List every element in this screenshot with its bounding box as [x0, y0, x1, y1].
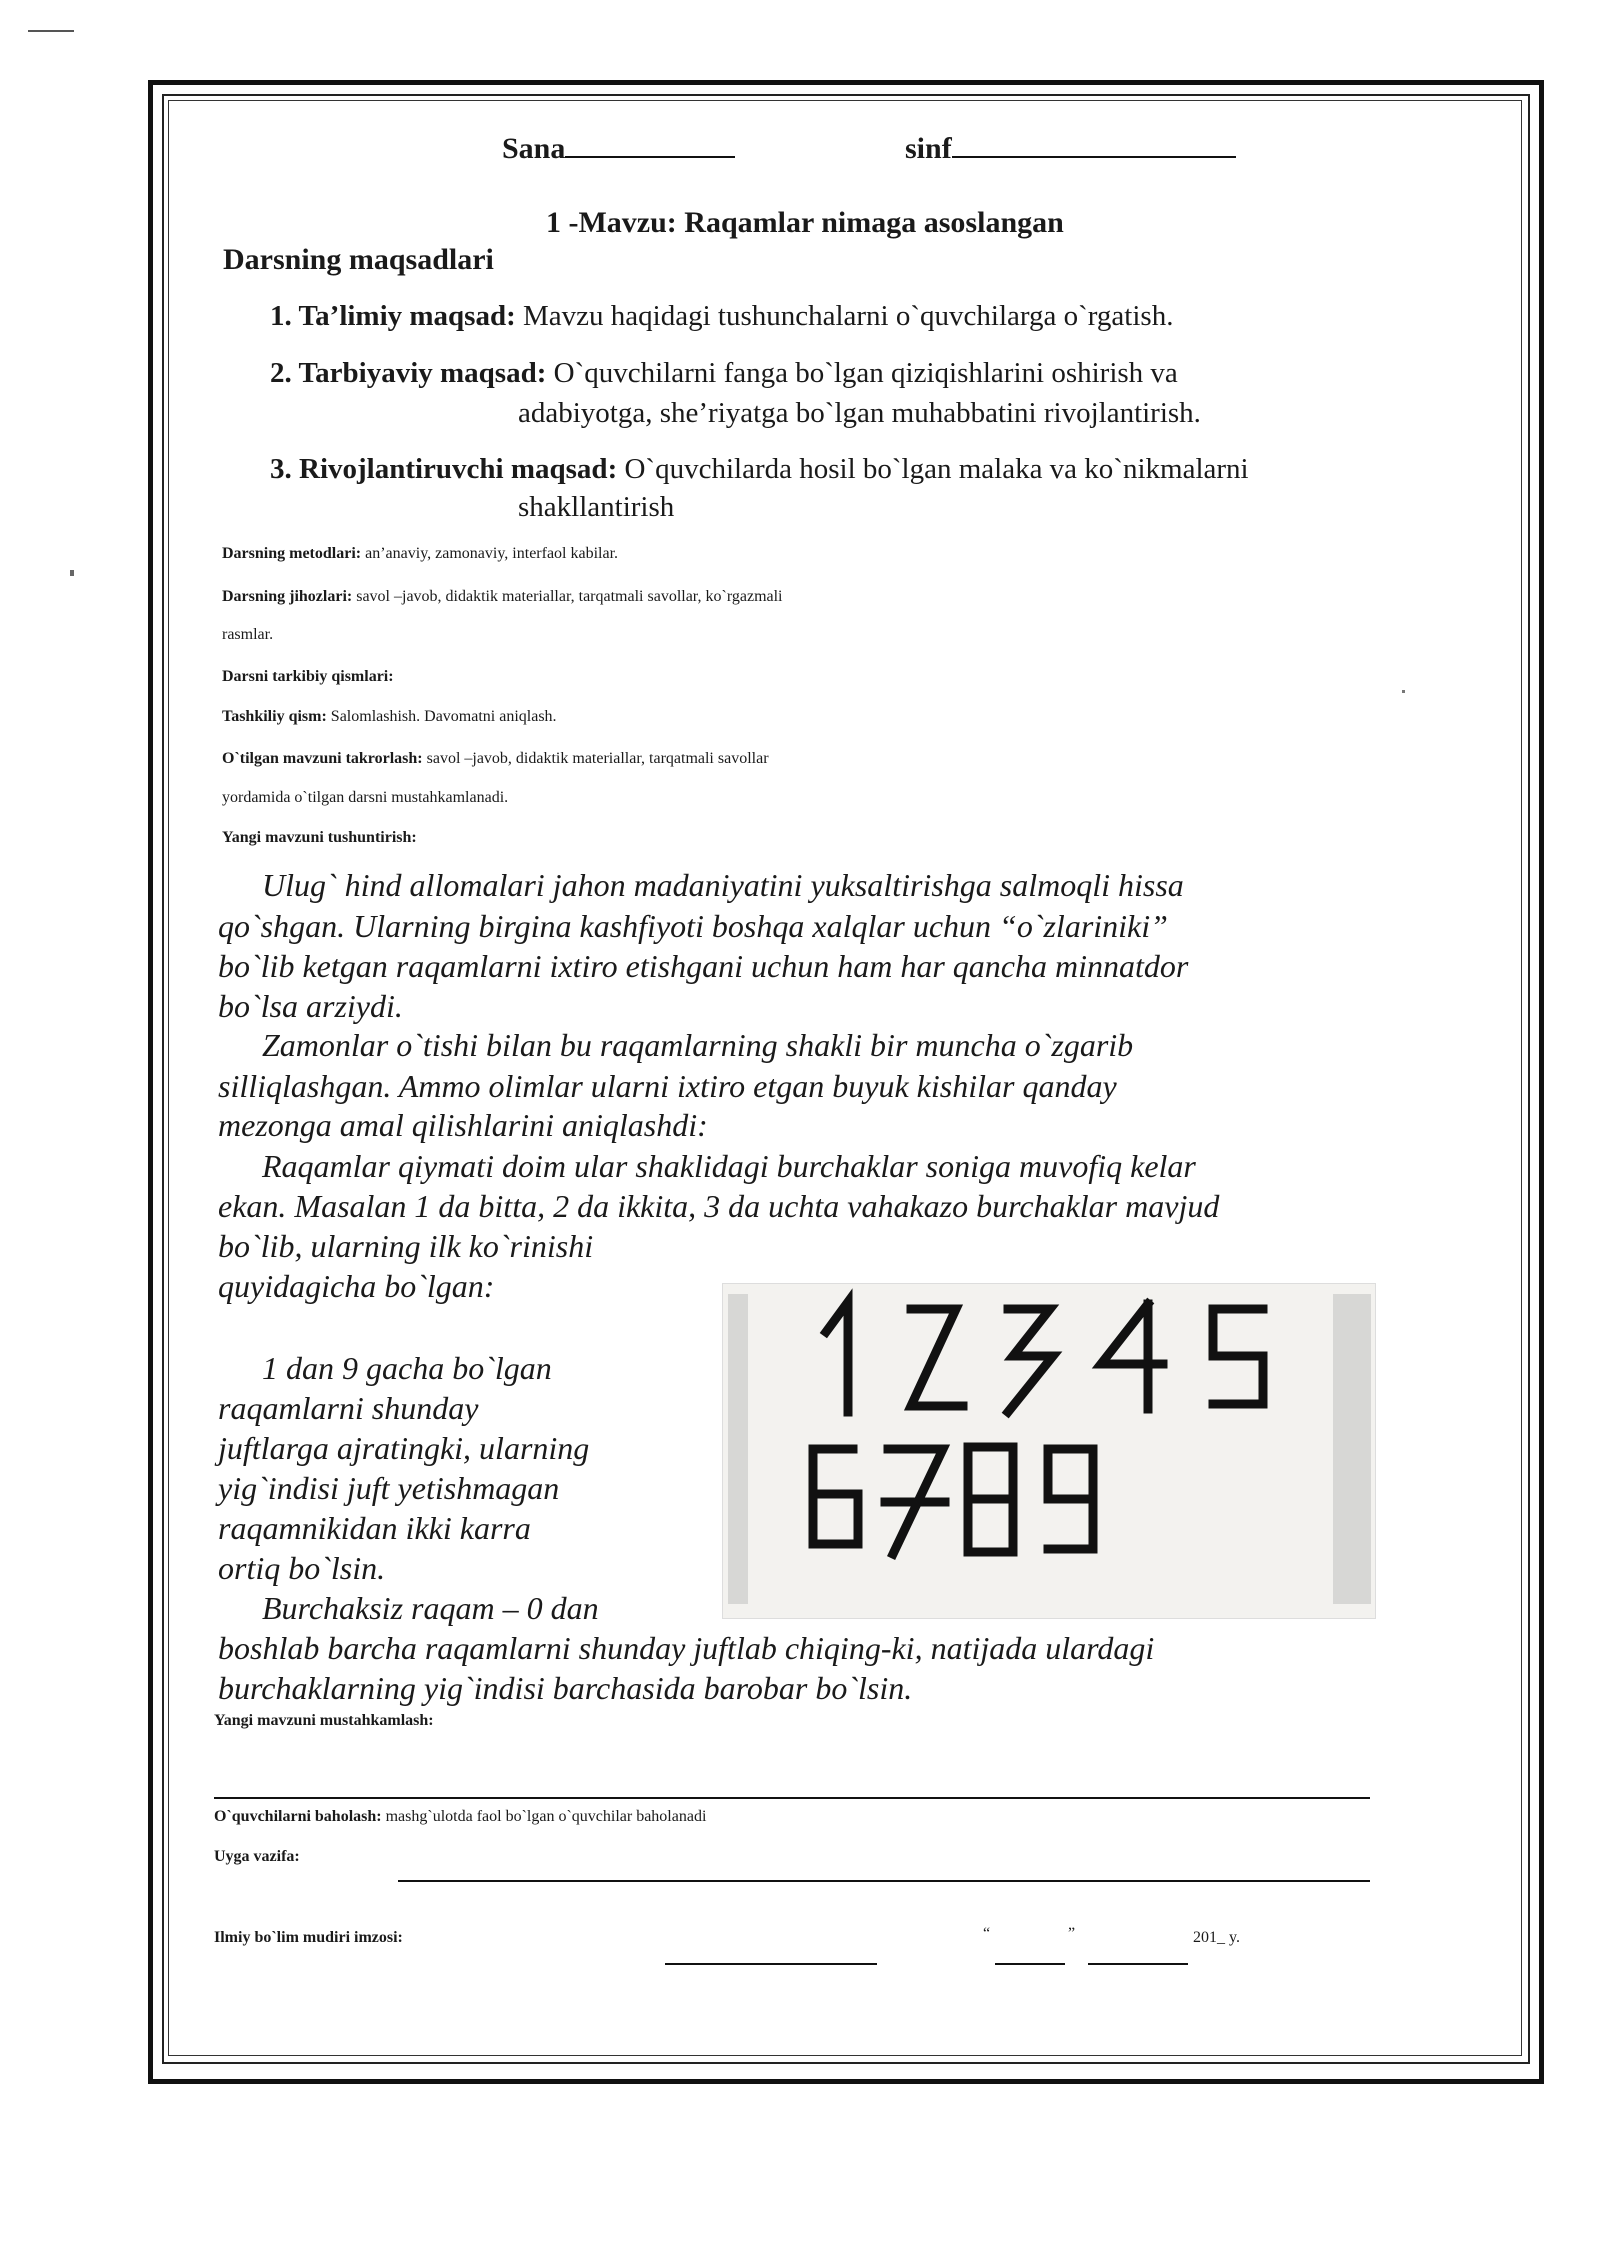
scan-speck — [70, 570, 74, 576]
parts-heading: Darsni tarkibiy qismlari: — [222, 668, 394, 685]
date-label: Sana — [502, 132, 566, 165]
para2-line: Zamonlar o`tishi bilan bu raqamlarning shakli bir muncha o`zgarib — [262, 1027, 1134, 1063]
para3-line: quyidagicha bo`lgan: — [218, 1268, 495, 1304]
reinforce-blank-line[interactable] — [214, 1797, 1370, 1799]
equipment-cont: rasmlar. — [222, 626, 274, 643]
para3-line: Raqamlar qiymati doim ular shaklidagi burchaklar soniga muvofiq kelar — [262, 1148, 1196, 1184]
signature-label: Ilmiy bo`lim mudiri imzosi: — [214, 1929, 403, 1946]
para5-line: Burchaksiz raqam – 0 dan — [262, 1590, 599, 1626]
para1-line: bo`lib ketgan raqamlarni ixtiro etishgani uchun ham har qancha minnatdor — [218, 948, 1189, 984]
equipment-text: savol –javob, didaktik materiallar, tarqatmali savollar, ko`rgazmali — [356, 588, 783, 605]
page-title: 1 -Mavzu: Raqamlar nimaga asoslangan — [546, 206, 1064, 239]
goal-text: O`quvchilarda hosil bo`lgan malaka va ko`nikmalarni — [624, 453, 1249, 485]
para4-line: raqamnikidan ikki karra — [218, 1510, 531, 1546]
para5-line: burchaklarning yig`indisi barchasida barobar bo`lsin. — [218, 1670, 913, 1706]
angular-digits-drawing — [723, 1284, 1375, 1618]
goal-text: O`quvchilarni fanga bo`lgan qiziqishlarini oshirish va — [553, 357, 1178, 389]
para4-line: yig`indisi juft yetishmagan — [218, 1470, 560, 1506]
para5-line: boshlab barcha raqamlarni shunday juftlab chiqing-ki, natijada ulardagi — [218, 1630, 1155, 1666]
equipment-label: Darsning jihozlari: — [222, 588, 353, 605]
reinforce-heading: Yangi mavzuni mustahkamlash: — [214, 1712, 434, 1729]
homework-label: Uyga vazifa: — [214, 1848, 300, 1865]
para2-line: silliqlashgan. Ammo olimlar ularni ixtiro etgan buyuk kishilar qanday — [218, 1068, 1117, 1104]
goal-2 — [270, 357, 1178, 390]
month-blank[interactable] — [1088, 1963, 1188, 1965]
para4-line: juftlarga ajratingki, ularning — [218, 1430, 590, 1466]
para4-line: ortiq bo`lsin. — [218, 1550, 386, 1586]
review — [222, 750, 769, 768]
review-cont: yordamida o`tilgan darsni mustahkamlanadi. — [222, 789, 509, 806]
scan-mark — [28, 30, 74, 32]
goal-label: 2. Tarbiyaviy maqsad: — [270, 357, 547, 389]
date-blank[interactable] — [565, 156, 735, 158]
day-blank[interactable] — [995, 1963, 1065, 1965]
para2-line: mezonga amal qilishlarini aniqlashdi: — [218, 1107, 708, 1143]
para4-line: 1 dan 9 gacha bo`lgan — [262, 1350, 552, 1386]
date-quote-open: “ — [983, 1925, 991, 1942]
ancient-digits-image — [722, 1283, 1376, 1619]
assessment — [214, 1808, 706, 1826]
homework-blank-line[interactable] — [398, 1880, 1370, 1882]
goal-2-cont: adabiyotga, she’riyatga bo`lgan muhabbatini rivojlantirish. — [518, 397, 1201, 429]
class-field — [905, 132, 1236, 166]
class-blank[interactable] — [952, 156, 1236, 158]
para3-line: ekan. Masalan 1 da bitta, 2 da ikkita, 3 da uchta vahakazo burchaklar mavjud — [218, 1188, 1220, 1224]
assessment-text: mashg`ulotda faol bo`lgan o`quvchilar baholanadi — [385, 1808, 707, 1825]
para4-line: raqamlarni shunday — [218, 1390, 479, 1426]
goals-heading: Darsning maqsadlari — [223, 243, 494, 276]
year-text: 201_ y. — [1193, 1929, 1240, 1946]
methods-text: an’anaviy, zamonaviy, interfaol kabilar. — [365, 545, 619, 562]
date-field — [502, 132, 735, 166]
signature-blank[interactable] — [665, 1963, 877, 1965]
new-topic-heading: Yangi mavzuni tushuntirish: — [222, 829, 417, 846]
goal-1 — [270, 300, 1173, 333]
review-text: savol –javob, didaktik materiallar, tarqatmali savollar — [426, 750, 769, 767]
review-label: O`tilgan mavzuni takrorlash: — [222, 750, 423, 767]
goal-3-cont: shakllantirish — [518, 491, 675, 523]
goal-3 — [270, 453, 1249, 486]
goal-label: 1. Ta’limiy maqsad: — [270, 300, 516, 332]
para1-line: bo`lsa arziydi. — [218, 988, 403, 1024]
goal-label: 3. Rivojlantiruvchi maqsad: — [270, 453, 618, 485]
organization — [222, 708, 557, 726]
para1-line: Ulug` hind allomalari jahon madaniyatini yuksaltirishga salmoqli hissa — [262, 867, 1184, 903]
goal-text: Mavzu haqidagi tushunchalarni o`quvchilarga o`rgatish. — [523, 300, 1174, 332]
organization-text: Salomlashish. Davomatni aniqlash. — [330, 708, 557, 725]
assessment-label: O`quvchilarni baholash: — [214, 1808, 382, 1825]
para1-line: qo`shgan. Ularning birgina kashfiyoti boshqa xalqlar uchun “o`zlariniki” — [218, 908, 1168, 944]
organization-label: Tashkiliy qism: — [222, 708, 327, 725]
date-quote-close: ” — [1068, 1925, 1076, 1942]
class-label: sinf — [905, 132, 952, 165]
methods — [222, 545, 618, 563]
methods-label: Darsning metodlari: — [222, 545, 362, 562]
equipment — [222, 588, 783, 606]
para3-line: bo`lib, ularning ilk ko`rinishi — [218, 1228, 594, 1264]
